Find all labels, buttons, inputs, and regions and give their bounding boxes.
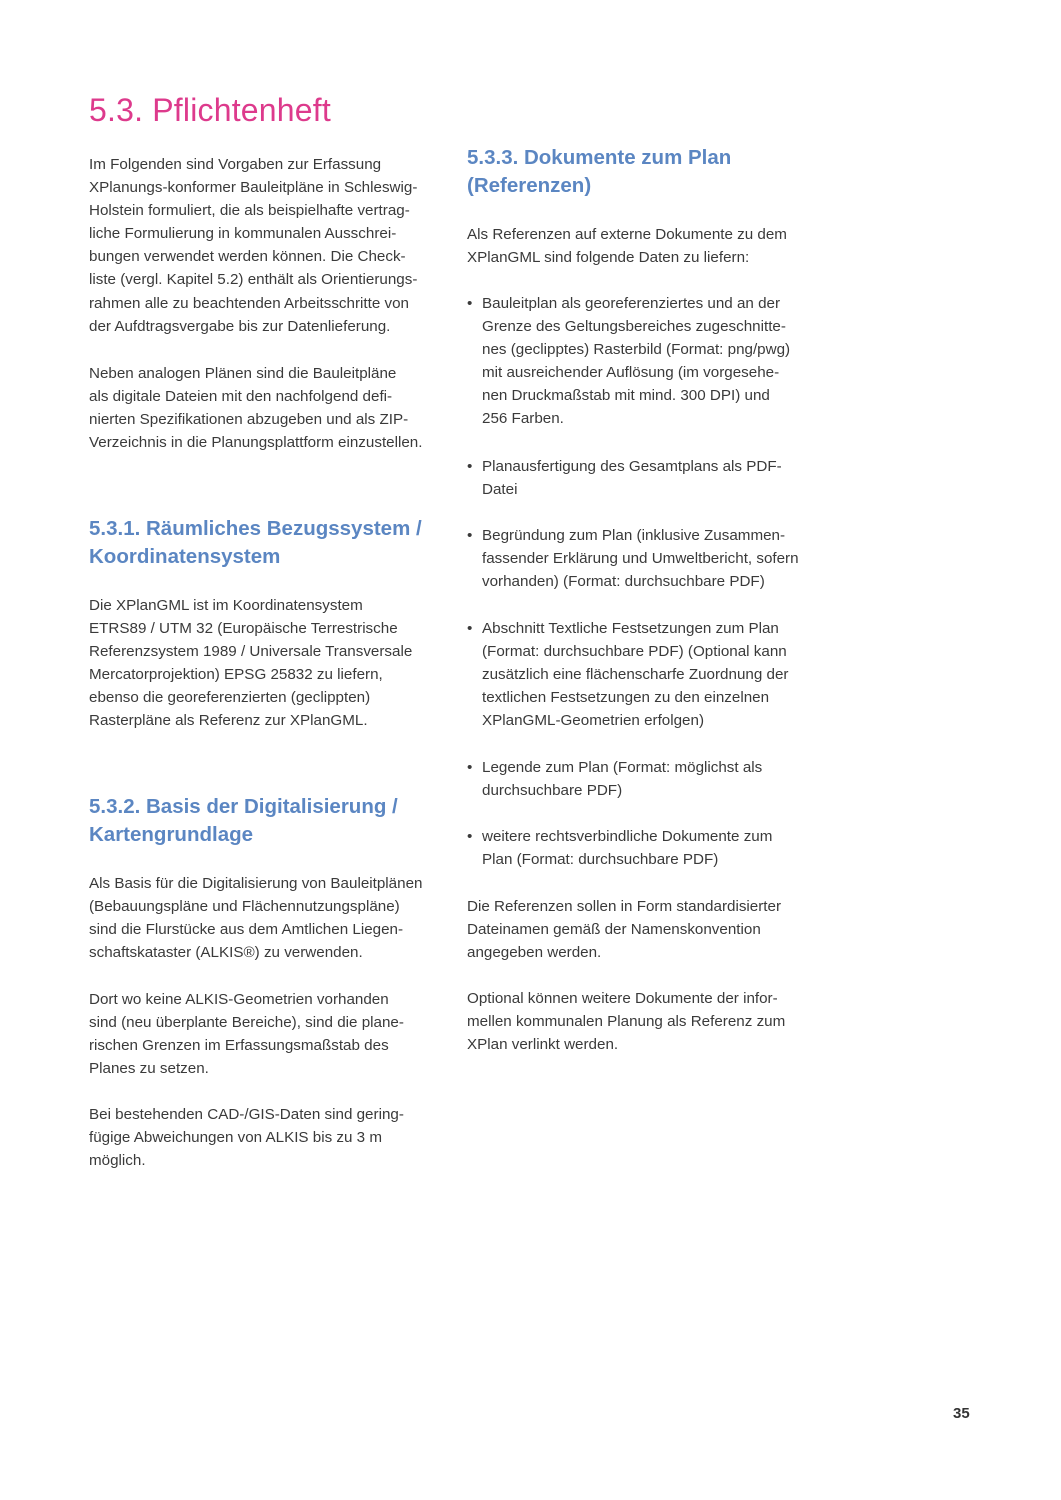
text-line: schaftskataster (ALKIS®) zu verwenden.	[89, 944, 363, 962]
text-line: der Aufdtragsvergabe bis zur Datenlieferung.	[89, 317, 391, 335]
text-line: XPlan verlinkt werden.	[467, 1036, 619, 1054]
text-line: Datei	[482, 481, 518, 499]
list-item-text	[482, 756, 762, 802]
text-line: rischen Grenzen im Erfassungsmaßstab des	[89, 1037, 389, 1055]
intro-paragraph-1	[89, 153, 417, 338]
text-line: XPlanGML-Geometrien erfolgen)	[482, 712, 705, 730]
text-line: Als Referenzen auf externe Dokumente zu dem	[467, 226, 787, 243]
list-item-text	[482, 524, 799, 593]
text-line: nierten Spezifikationen abzugeben und als ZIP-	[89, 411, 409, 429]
text-line: Als Basis für die Digitalisierung von Bauleitplänen	[89, 875, 423, 892]
text-line: XPlanungs-konformer Bauleitpläne in Schleswig-	[89, 179, 418, 197]
text-line: 5.3.2. Basis der Digitalisierung /	[89, 795, 398, 818]
section-533-paragraph-3	[467, 987, 785, 1056]
text-line: möglich.	[89, 1152, 146, 1170]
text-line: Im Folgenden sind Vorgaben zur Erfassung	[89, 156, 382, 173]
text-line: fassender Erklärung und Umweltbericht, sofern	[482, 550, 799, 568]
text-line: 5.3.3. Dokumente zum Plan	[467, 146, 732, 169]
section-532-paragraph-2	[89, 988, 404, 1080]
text-line: Bauleitplan als georeferenziertes und an der	[482, 295, 781, 312]
text-line: bungen verwendet werden können. Die Check-	[89, 248, 406, 266]
text-line: vorhanden) (Format: durchsuchbare PDF)	[482, 573, 765, 591]
text-line: Plan (Format: durchsuchbare PDF)	[482, 851, 719, 869]
text-line: (Referenzen)	[467, 174, 592, 197]
text-line: mellen kommunalen Planung als Referenz zum	[467, 1013, 786, 1031]
section-532-heading	[89, 793, 398, 849]
text-line: liste (vergl. Kapitel 5.2) enthält als Orientierungs-	[89, 271, 418, 289]
text-line: sind (neu überplante Bereiche), sind die plane-	[89, 1014, 404, 1032]
text-line: mit ausreichender Auflösung (im vorgesehe-	[482, 364, 780, 382]
text-line: rahmen alle zu beachtenden Arbeitsschritte von	[89, 294, 409, 312]
text-line: Holstein formuliert, die als beispielhafte vertrag-	[89, 202, 410, 220]
text-line: Mercatorprojektion) EPSG 25832 zu liefern,	[89, 666, 383, 684]
bullet-icon: •	[467, 527, 473, 544]
page-number: 35	[953, 1405, 970, 1422]
text-line: Dateinamen gemäß der Namenskonvention	[467, 921, 761, 939]
text-line: nes (geclipptes) Rasterbild (Format: png/pwg)	[482, 341, 791, 359]
section-531-heading	[89, 515, 422, 571]
bullet-icon: •	[467, 759, 473, 776]
section-532-paragraph-1	[89, 872, 422, 964]
text-line: Kartengrundlage	[89, 823, 254, 846]
list-item-text	[482, 825, 772, 871]
bullet-icon: •	[467, 828, 473, 845]
text-line: XPlanGML sind folgende Daten zu liefern:	[467, 249, 750, 267]
text-line: Optional können weitere Dokumente der infor-	[467, 990, 778, 1007]
text-line: zusätzlich eine flächenscharfe Zuordnung der	[482, 666, 789, 684]
page-title: 5.3. Pflichtenheft	[89, 92, 331, 128]
text-line: Die XPlanGML ist im Koordinatensystem	[89, 597, 363, 614]
section-533-heading	[467, 144, 731, 200]
text-line: angegeben werden.	[467, 944, 602, 962]
text-line: textlichen Festsetzungen zu den einzelnen	[482, 689, 770, 707]
text-line: Referenzsystem 1989 / Universale Transversale	[89, 643, 413, 661]
text-line: Neben analogen Plänen sind die Bauleitpläne	[89, 365, 397, 382]
text-line: Koordinatensystem	[89, 545, 281, 568]
bullet-icon: •	[467, 458, 473, 475]
list-item-text	[482, 292, 790, 431]
text-line: Grenze des Geltungsbereiches zugeschnitte-	[482, 318, 786, 336]
section-533-paragraph-2	[467, 895, 781, 964]
text-line: sind die Flurstücke aus dem Amtlichen Liegen-	[89, 921, 404, 939]
list-item-text	[482, 455, 782, 501]
text-line: ebenso die georeferenzierten (geclippten)	[89, 689, 371, 707]
text-line: Dort wo keine ALKIS-Geometrien vorhanden	[89, 991, 389, 1008]
text-line: durchsuchbare PDF)	[482, 782, 623, 800]
text-line: 256 Farben.	[482, 410, 564, 428]
text-line: (Bebauungspläne und Flächennutzungspläne)	[89, 898, 400, 916]
text-line: Legende zum Plan (Format: möglichst als	[482, 759, 763, 776]
intro-paragraph-2	[89, 362, 422, 454]
text-line: Rasterpläne als Referenz zur XPlanGML.	[89, 712, 368, 730]
text-line: als digitale Dateien mit den nachfolgend defi-	[89, 388, 393, 406]
bullet-icon: •	[467, 295, 473, 312]
text-line: ETRS89 / UTM 32 (Europäische Terrestrische	[89, 620, 398, 638]
section-533-intro	[467, 223, 787, 269]
text-line: Begründung zum Plan (inklusive Zusammen-	[482, 527, 786, 544]
text-line: Abschnitt Textliche Festsetzungen zum Plan	[482, 620, 779, 637]
text-line: Bei bestehenden CAD-/GIS-Daten sind gering-	[89, 1106, 404, 1123]
text-line: Verzeichnis in die Planungsplattform einzustellen.	[89, 434, 423, 452]
text-line: Die Referenzen sollen in Form standardisierter	[467, 898, 782, 915]
text-line: fügige Abweichungen von ALKIS bis zu 3 m	[89, 1129, 382, 1147]
list-item-text	[482, 617, 788, 732]
section-532-paragraph-3	[89, 1103, 404, 1172]
text-line: Planausfertigung des Gesamtplans als PDF-	[482, 458, 782, 475]
text-line: nen Druckmaßstab mit mind. 300 DPI) und	[482, 387, 770, 405]
text-line: weitere rechtsverbindliche Dokumente zum	[482, 828, 773, 845]
text-line: Planes zu setzen.	[89, 1060, 209, 1078]
bullet-icon: •	[467, 620, 473, 637]
text-line: 5.3.1. Räumliches Bezugssystem /	[89, 517, 422, 540]
text-line: (Format: durchsuchbare PDF) (Optional kann	[482, 643, 787, 661]
text-line: liche Formulierung in kommunalen Ausschrei-	[89, 225, 397, 243]
section-531-paragraph	[89, 594, 412, 733]
